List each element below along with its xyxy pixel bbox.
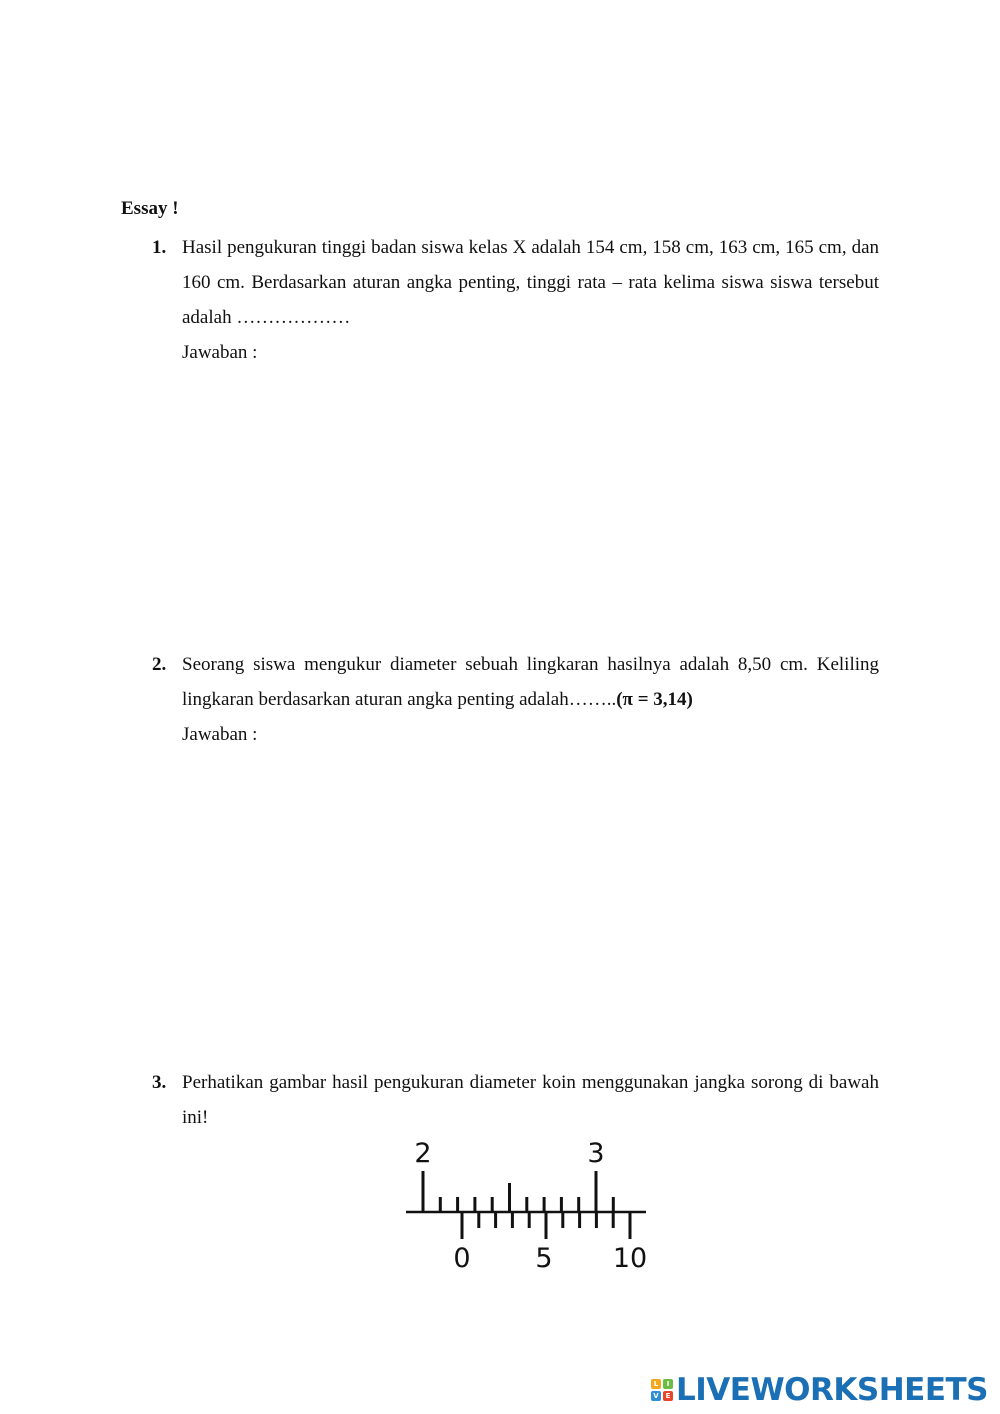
vernier-label-0: 0 (453, 1243, 471, 1274)
question-text (182, 647, 879, 717)
main-scale-label-2: 2 (414, 1138, 432, 1169)
question-number: 2. (152, 654, 167, 675)
main-scale (423, 1171, 613, 1212)
logo-text: LIVEWORKSHEETS (676, 1372, 988, 1408)
vernier-caliper-figure (398, 1135, 660, 1275)
answer-label: Jawaban : (182, 342, 258, 363)
logo-mark-cell: L (651, 1379, 661, 1389)
logo-mark-cell: I (663, 1379, 673, 1389)
logo-mark-cell: V (651, 1391, 661, 1401)
vernier-label-10: 10 (612, 1243, 648, 1274)
question-text-main: Seorang siswa mengukur diameter sebuah lingkaran hasilnya adalah 8,50 cm. Keliling lingkaran berdasarkan aturan angka penting adalah…….. (182, 654, 879, 710)
logo-mark-cell: E (663, 1391, 673, 1401)
answer-label: Jawaban : (182, 724, 258, 745)
vernier-scale (462, 1212, 630, 1239)
main-scale-label-3: 3 (587, 1138, 605, 1169)
question-text: Hasil pengukuran tinggi badan siswa kelas X adalah 154 cm, 158 cm, 163 cm, 165 cm, dan 160 cm. Berdasarkan aturan angka penting, tinggi rata – rata kelima siswa siswa tersebut adalah ……………… (182, 237, 879, 328)
question-1 (152, 230, 879, 370)
pi-value: (π = 3,14) (616, 689, 693, 710)
liveworksheets-logo (651, 1372, 988, 1408)
question-number: 3. (152, 1072, 167, 1093)
question-2 (152, 647, 879, 752)
question-number: 1. (152, 237, 167, 258)
vernier-label-5: 5 (535, 1243, 553, 1274)
logo-mark-icon (651, 1379, 673, 1401)
essay-heading: Essay ! (121, 198, 179, 219)
question-3 (152, 1065, 879, 1135)
question-text: Perhatikan gambar hasil pengukuran diameter koin menggunakan jangka sorong di bawah ini! (182, 1072, 879, 1128)
